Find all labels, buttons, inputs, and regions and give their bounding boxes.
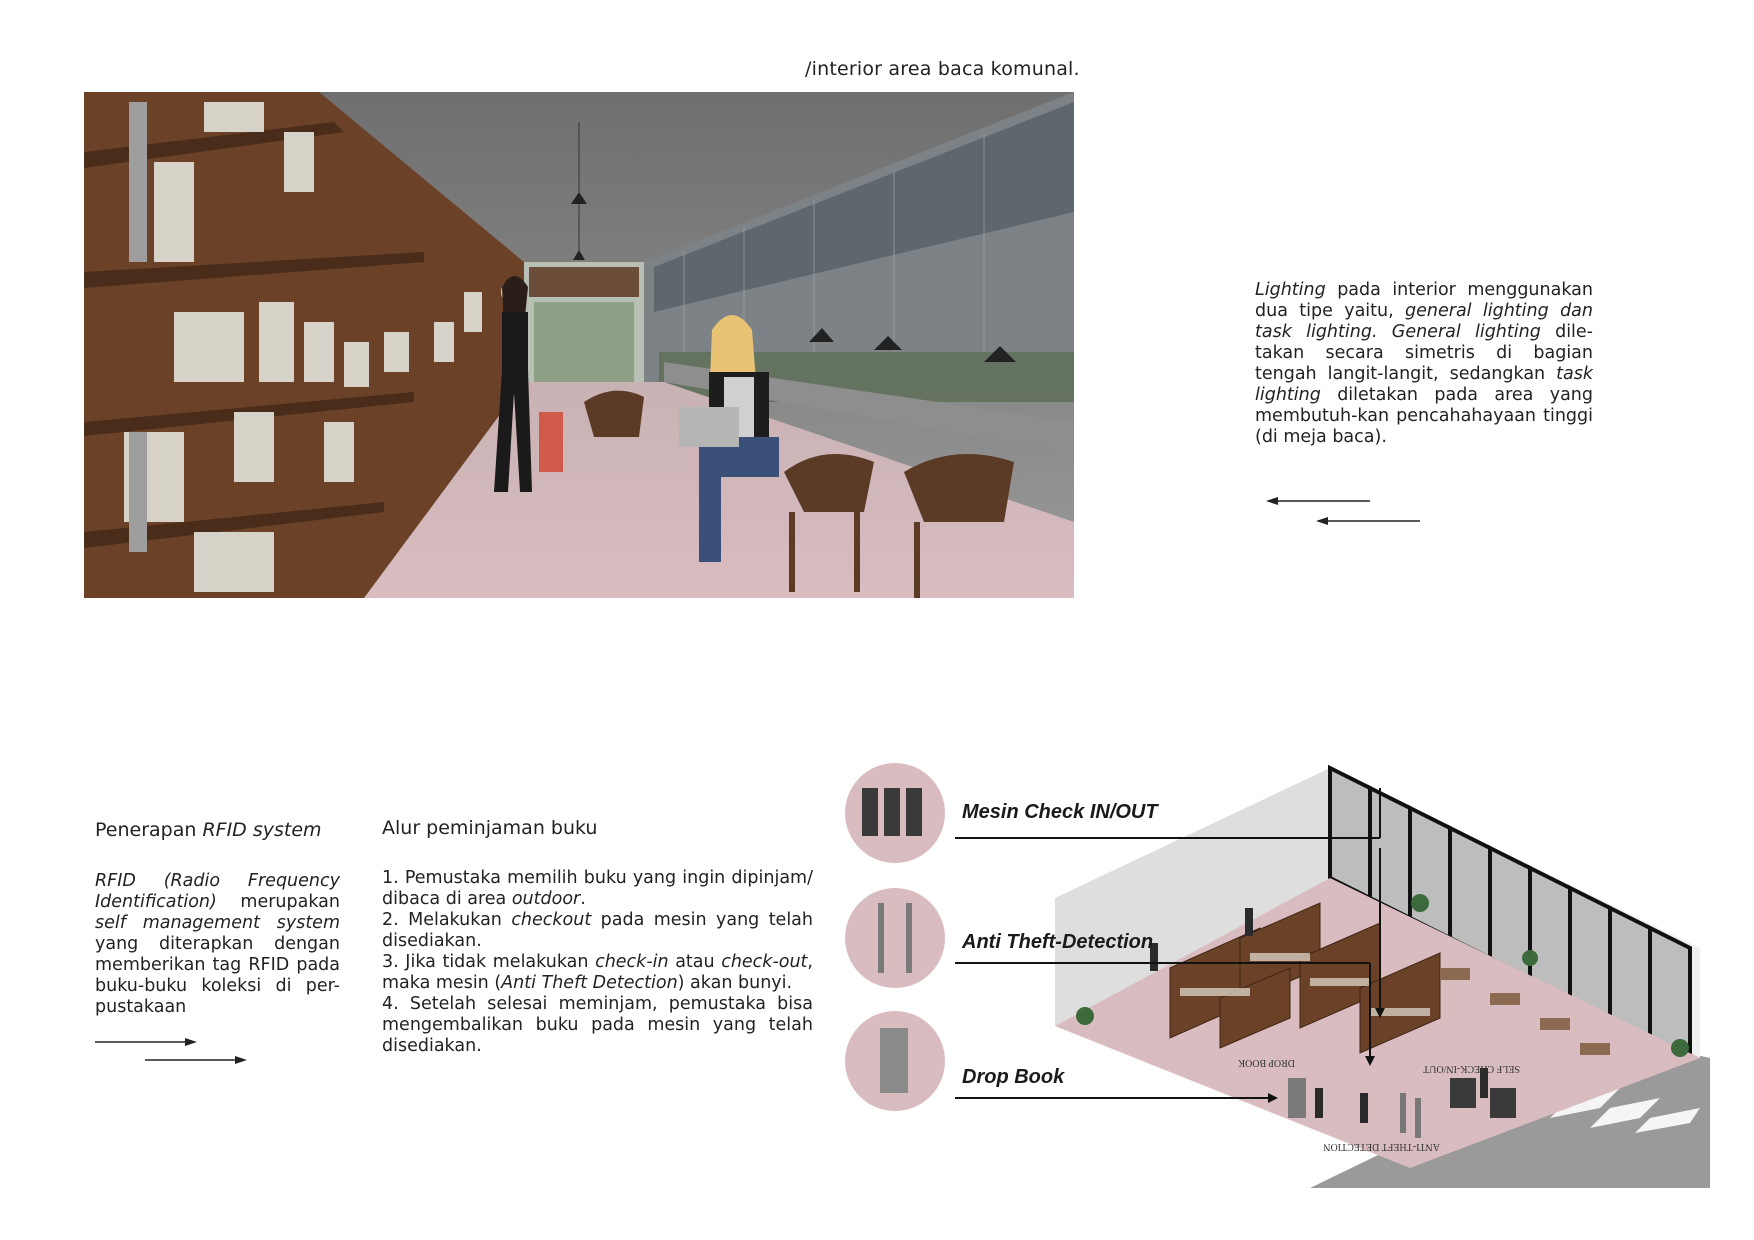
- step-seg: checkout: [511, 910, 592, 930]
- rfid-seg: self management system: [95, 913, 340, 933]
- alur-title: Alur peminjaman buku: [382, 817, 598, 839]
- step-seg: 4. Setelah selesai meminjam, pemustaka bisa mengembalikan buku pada mesin yang telah disediakan.: [382, 994, 813, 1056]
- step-seg: outdoor: [511, 889, 581, 909]
- alur-steps: [382, 868, 813, 1057]
- anti-theft-thumbnail: [845, 888, 945, 988]
- lighting-seg: dile-takan secara simetris di bagian tengah langit-langit, sedangkan: [1255, 322, 1593, 384]
- step-seg: check-out: [721, 952, 808, 972]
- step-seg: .: [580, 889, 586, 909]
- step-3: [382, 952, 813, 994]
- step-1: [382, 868, 813, 910]
- step-seg: Anti Theft Detection: [501, 973, 678, 993]
- lighting-seg: diletakan pada area yang membutuh-kan pencahahayaan tinggi (di meja baca).: [1255, 385, 1593, 447]
- rfid-seg: yang diterapkan dengan memberikan tag RFID pada buku-buku koleksi di per-pustakaan: [95, 934, 340, 1017]
- rfid-description: [95, 871, 340, 1018]
- step-seg: pada mesin yang telah disediakan.: [382, 910, 814, 951]
- lighting-seg: Lighting: [1255, 280, 1326, 300]
- render-caption: /interior area baca komunal.: [805, 58, 1080, 80]
- rfid-title-italic: RFID system: [202, 819, 322, 841]
- step-2: [382, 910, 813, 952]
- lighting-seg: general lighting dan task lighting. General lighting: [1255, 301, 1593, 342]
- step-seg: atau: [668, 952, 722, 972]
- step-seg: ) akan bunyi.: [677, 973, 793, 993]
- step-seg: , maka mesin (: [382, 952, 813, 993]
- step-4: [382, 994, 813, 1057]
- interior-render-image: [84, 92, 1074, 598]
- step-seg: 2. Melakukan: [382, 910, 512, 930]
- right-arrows-icon: [93, 1034, 263, 1074]
- floor-text-drop: DROP BOOK: [1237, 1057, 1295, 1068]
- label-drop-book: Drop Book: [962, 1066, 1065, 1088]
- rfid-title: [95, 819, 322, 841]
- rfid-title-plain: Penerapan: [95, 819, 203, 841]
- step-seg: 1. Pemustaka memilih buku yang ingin dipinjam/ dibaca di area: [382, 868, 813, 909]
- rfid-isometric-diagram: [840, 758, 1710, 1188]
- floor-text-self-check: SELF CHECK-IN/OUT: [1423, 1063, 1520, 1074]
- lighting-seg: task lighting: [1255, 364, 1593, 405]
- lighting-description: [1255, 280, 1593, 448]
- rfid-seg: merupakan: [216, 892, 340, 912]
- left-arrows-icon: [1262, 493, 1432, 533]
- label-check-machine: Mesin Check IN/OUT: [962, 801, 1158, 823]
- label-anti-theft: Anti Theft-Detection: [962, 931, 1154, 953]
- floor-text-anti-theft: ANTI-THEFT DETECTION: [1323, 1141, 1440, 1152]
- step-seg: 3. Jika tidak melakukan: [382, 952, 596, 972]
- lighting-seg: pada interior menggunakan dua tipe yaitu,: [1255, 280, 1593, 321]
- rfid-seg: RFID (Radio Frequency Identification): [95, 871, 340, 912]
- step-seg: check-in: [595, 952, 669, 972]
